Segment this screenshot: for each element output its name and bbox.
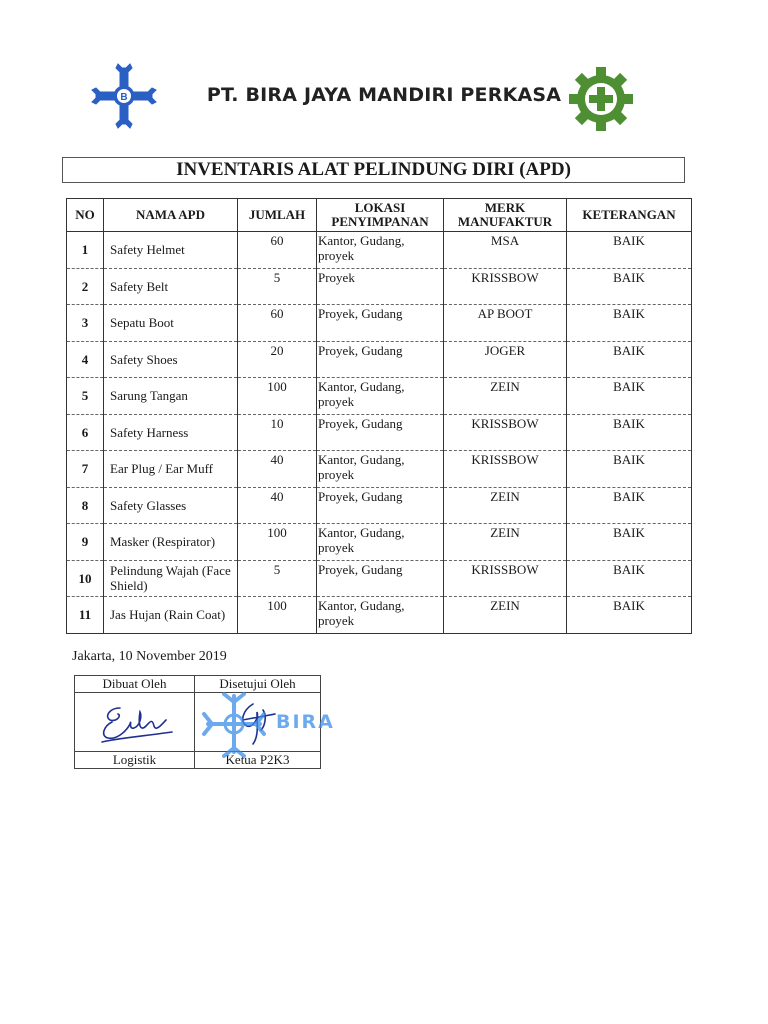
cell-merk: KRISSBOW bbox=[444, 268, 567, 305]
cell-keterangan: BAIK bbox=[567, 560, 692, 597]
table-header-row bbox=[67, 199, 692, 232]
cell-lokasi: Kantor, Gudang, proyek bbox=[317, 597, 444, 634]
cell-nama: Sepatu Boot bbox=[104, 305, 238, 342]
cell-no: 1 bbox=[67, 232, 104, 269]
place-date: Jakarta, 10 November 2019 bbox=[72, 649, 227, 664]
cell-no: 2 bbox=[67, 268, 104, 305]
table-row bbox=[67, 487, 692, 524]
cell-lokasi: Kantor, Gudang, proyek bbox=[317, 524, 444, 561]
cell-jumlah: 60 bbox=[238, 305, 317, 342]
cell-jumlah: 100 bbox=[238, 378, 317, 415]
table-row bbox=[67, 414, 692, 451]
dibuat-oleh-label: Dibuat Oleh bbox=[75, 676, 195, 693]
cell-nama: Sarung Tangan bbox=[104, 378, 238, 415]
cell-no: 6 bbox=[67, 414, 104, 451]
cell-jumlah: 60 bbox=[238, 232, 317, 269]
cell-merk: ZEIN bbox=[444, 378, 567, 415]
cell-merk: AP BOOT bbox=[444, 305, 567, 342]
cell-nama: Masker (Respirator) bbox=[104, 524, 238, 561]
cell-nama: Safety Shoes bbox=[104, 341, 238, 378]
header-nama-apd: NAMA APD bbox=[104, 199, 238, 232]
cell-keterangan: BAIK bbox=[567, 232, 692, 269]
cell-nama: Safety Harness bbox=[104, 414, 238, 451]
table-row bbox=[67, 597, 692, 634]
header-lokasi-line1: LOKASI bbox=[354, 200, 406, 215]
table-row bbox=[67, 560, 692, 597]
cell-keterangan: BAIK bbox=[567, 451, 692, 488]
cell-no: 7 bbox=[67, 451, 104, 488]
cell-nama: Safety Helmet bbox=[104, 232, 238, 269]
cell-keterangan: BAIK bbox=[567, 414, 692, 451]
cell-keterangan: BAIK bbox=[567, 487, 692, 524]
cell-merk: JOGER bbox=[444, 341, 567, 378]
cell-no: 3 bbox=[67, 305, 104, 342]
cell-jumlah: 40 bbox=[238, 487, 317, 524]
cell-merk: KRISSBOW bbox=[444, 451, 567, 488]
header-merk-line2: MANUFAKTUR bbox=[457, 214, 553, 229]
cell-lokasi: Proyek, Gudang bbox=[317, 341, 444, 378]
table-row bbox=[67, 378, 692, 415]
cell-no: 9 bbox=[67, 524, 104, 561]
cell-no: 11 bbox=[67, 597, 104, 634]
cell-merk: ZEIN bbox=[444, 524, 567, 561]
header-no: NO bbox=[67, 199, 104, 232]
cell-no: 8 bbox=[67, 487, 104, 524]
letterhead bbox=[0, 58, 768, 138]
cell-jumlah: 100 bbox=[238, 524, 317, 561]
stamp-text: BIRA bbox=[276, 711, 335, 733]
cell-lokasi: Kantor, Gudang, proyek bbox=[317, 451, 444, 488]
cell-lokasi: Proyek, Gudang bbox=[317, 487, 444, 524]
cell-nama: Safety Belt bbox=[104, 268, 238, 305]
company-name: PT. BIRA JAYA MANDIRI PERKASA bbox=[206, 84, 562, 106]
table-row bbox=[67, 341, 692, 378]
cell-merk: KRISSBOW bbox=[444, 414, 567, 451]
cell-jumlah: 10 bbox=[238, 414, 317, 451]
cell-jumlah: 5 bbox=[238, 268, 317, 305]
header-keterangan: KETERANGAN bbox=[567, 199, 692, 232]
cell-keterangan: BAIK bbox=[567, 341, 692, 378]
cell-nama: Safety Glasses bbox=[104, 487, 238, 524]
cell-merk: ZEIN bbox=[444, 487, 567, 524]
cell-lokasi: Proyek, Gudang bbox=[317, 560, 444, 597]
cell-keterangan: BAIK bbox=[567, 378, 692, 415]
apd-inventory-table bbox=[66, 198, 692, 634]
cell-no: 10 bbox=[67, 560, 104, 597]
cell-lokasi: Proyek, Gudang bbox=[317, 414, 444, 451]
header-lokasi-line2: PENYIMPANAN bbox=[331, 214, 429, 229]
cell-lokasi: Proyek bbox=[317, 268, 444, 305]
cell-lokasi: Proyek, Gudang bbox=[317, 305, 444, 342]
cell-jumlah: 20 bbox=[238, 341, 317, 378]
header-merk-line1: MERK bbox=[484, 200, 526, 215]
signature-left-cell bbox=[75, 693, 195, 752]
table-row bbox=[67, 451, 692, 488]
cell-nama: Pelindung Wajah (Face Shield) bbox=[104, 560, 238, 597]
table-row bbox=[67, 524, 692, 561]
header-jumlah: JUMLAH bbox=[238, 199, 317, 232]
header-merk bbox=[444, 199, 567, 232]
cell-jumlah: 5 bbox=[238, 560, 317, 597]
cell-keterangan: BAIK bbox=[567, 268, 692, 305]
signature-left-icon bbox=[90, 696, 180, 748]
cell-jumlah: 40 bbox=[238, 451, 317, 488]
logo-letter: B bbox=[120, 92, 128, 103]
cell-jumlah: 100 bbox=[238, 597, 317, 634]
table-row bbox=[67, 268, 692, 305]
cell-lokasi: Kantor, Gudang, proyek bbox=[317, 378, 444, 415]
k3-safety-gear-icon bbox=[568, 66, 634, 132]
role-ketua-p2k3: Ketua P2K3 bbox=[195, 752, 321, 769]
cell-keterangan: BAIK bbox=[567, 524, 692, 561]
disetujui-oleh-label: Disetujui Oleh bbox=[195, 676, 321, 693]
cell-keterangan: BAIK bbox=[567, 597, 692, 634]
cell-lokasi: Kantor, Gudang, proyek bbox=[317, 232, 444, 269]
cell-no: 5 bbox=[67, 378, 104, 415]
cell-merk: ZEIN bbox=[444, 597, 567, 634]
cell-merk: KRISSBOW bbox=[444, 560, 567, 597]
table-row bbox=[67, 305, 692, 342]
cell-no: 4 bbox=[67, 341, 104, 378]
company-stamp-icon bbox=[194, 690, 354, 760]
cell-merk: MSA bbox=[444, 232, 567, 269]
table-row bbox=[67, 232, 692, 269]
role-logistik: Logistik bbox=[75, 752, 195, 769]
cell-nama: Jas Hujan (Rain Coat) bbox=[104, 597, 238, 634]
cell-nama: Ear Plug / Ear Muff bbox=[104, 451, 238, 488]
cell-keterangan: BAIK bbox=[567, 305, 692, 342]
document-title: INVENTARIS ALAT PELINDUNG DIRI (APD) bbox=[62, 157, 685, 183]
header-lokasi bbox=[317, 199, 444, 232]
